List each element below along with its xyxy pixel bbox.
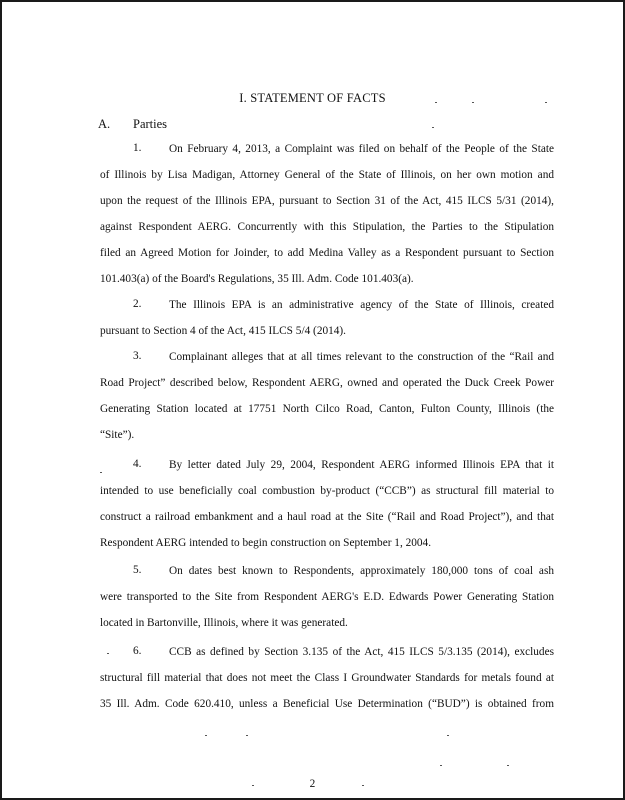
paragraph-line: were transported to the Site from Respondent AERG's E.D. Edwards Power Generating Station: [100, 591, 554, 603]
page-number: 2: [309, 778, 316, 790]
scan-speck: [252, 785, 254, 786]
paragraph-line: Generating Station located at 17751 North Cilco Road, Canton, Fulton County, Illinois (the: [100, 403, 554, 415]
scan-speck: [440, 765, 442, 766]
paragraph-first-line: By letter dated July 29, 2004, Respondent AERG informed Illinois EPA that it: [169, 459, 554, 471]
paragraph-number: 5.: [133, 564, 142, 576]
paragraph-first-line: On dates best known to Respondents, approximately 180,000 tons of coal ash: [169, 565, 554, 577]
paragraph-line: 35 Ill. Adm. Code 620.410, unless a Beneficial Use Determination (“BUD”) is obtained from: [100, 698, 554, 710]
scan-speck: [107, 653, 109, 654]
paragraph-first-line: On February 4, 2013, a Complaint was filed on behalf of the People of the State: [169, 143, 554, 155]
scan-speck: [205, 735, 207, 736]
scan-speck: [432, 127, 434, 128]
paragraph-line: construct a railroad embankment and a haul road at the Site (“Rail and Road Project”), and that: [100, 511, 554, 523]
paragraph-number: 2.: [133, 298, 142, 310]
paragraph-line: structural fill material that does not meet the Class I Groundwater Standards for metals found at: [100, 672, 554, 684]
paragraph-line: upon the request of the Illinois EPA, pursuant to Section 31 of the Act, 415 ILCS 5/31 (2014),: [100, 195, 554, 207]
paragraph-first-line: Complainant alleges that at all times relevant to the construction of the “Rail and: [169, 351, 554, 363]
paragraph-number: 6.: [133, 645, 142, 657]
paragraph-line: filed an Agreed Motion for Joinder, to add Medina Valley as a Respondent pursuant to Section: [100, 247, 554, 259]
paragraph-line: 101.403(a) of the Board's Regulations, 35 Ill. Adm. Code 101.403(a).: [100, 273, 414, 285]
subsection-letter: A.: [98, 117, 111, 131]
scan-speck: [362, 785, 364, 786]
paragraph-line: pursuant to Section 4 of the Act, 415 ILCS 5/4 (2014).: [100, 325, 346, 337]
scan-speck: [507, 765, 509, 766]
section-heading: I. STATEMENT OF FACTS: [239, 91, 386, 105]
scan-speck: [447, 735, 449, 736]
subsection-title: Parties: [133, 117, 168, 131]
paragraph-line: intended to use beneficially coal combustion by-product (“CCB”) as structural fill material to: [100, 485, 554, 497]
paragraph-line: Road Project” described below, Respondent AERG, owned and operated the Duck Creek Power: [100, 377, 554, 389]
paragraph-line: located in Bartonville, Illinois, where it was generated.: [100, 617, 348, 629]
paragraph-line: Respondent AERG intended to begin construction on September 1, 2004.: [100, 537, 432, 549]
paragraph-number: 3.: [133, 350, 142, 362]
paragraph-first-line: CCB as defined by Section 3.135 of the Act, 415 ILCS 5/3.135 (2014), excludes: [169, 646, 554, 658]
scan-speck: [545, 102, 547, 103]
scan-speck: [435, 102, 437, 103]
scan-speck: [246, 735, 248, 736]
scan-speck: [100, 472, 102, 473]
paragraph-first-line: The Illinois EPA is an administrative agency of the State of Illinois, created: [169, 299, 554, 311]
paragraph-number: 1.: [133, 142, 142, 154]
paragraph-line: “Site”).: [100, 429, 135, 441]
paragraph-line: of Illinois by Lisa Madigan, Attorney General of the State of Illinois, on her own motion and: [100, 169, 554, 181]
paragraph-line: against Respondent AERG. Concurrently with this Stipulation, the Parties to the Stipulation: [100, 221, 554, 233]
scan-speck: [472, 102, 474, 103]
paragraph-number: 4.: [133, 458, 142, 470]
